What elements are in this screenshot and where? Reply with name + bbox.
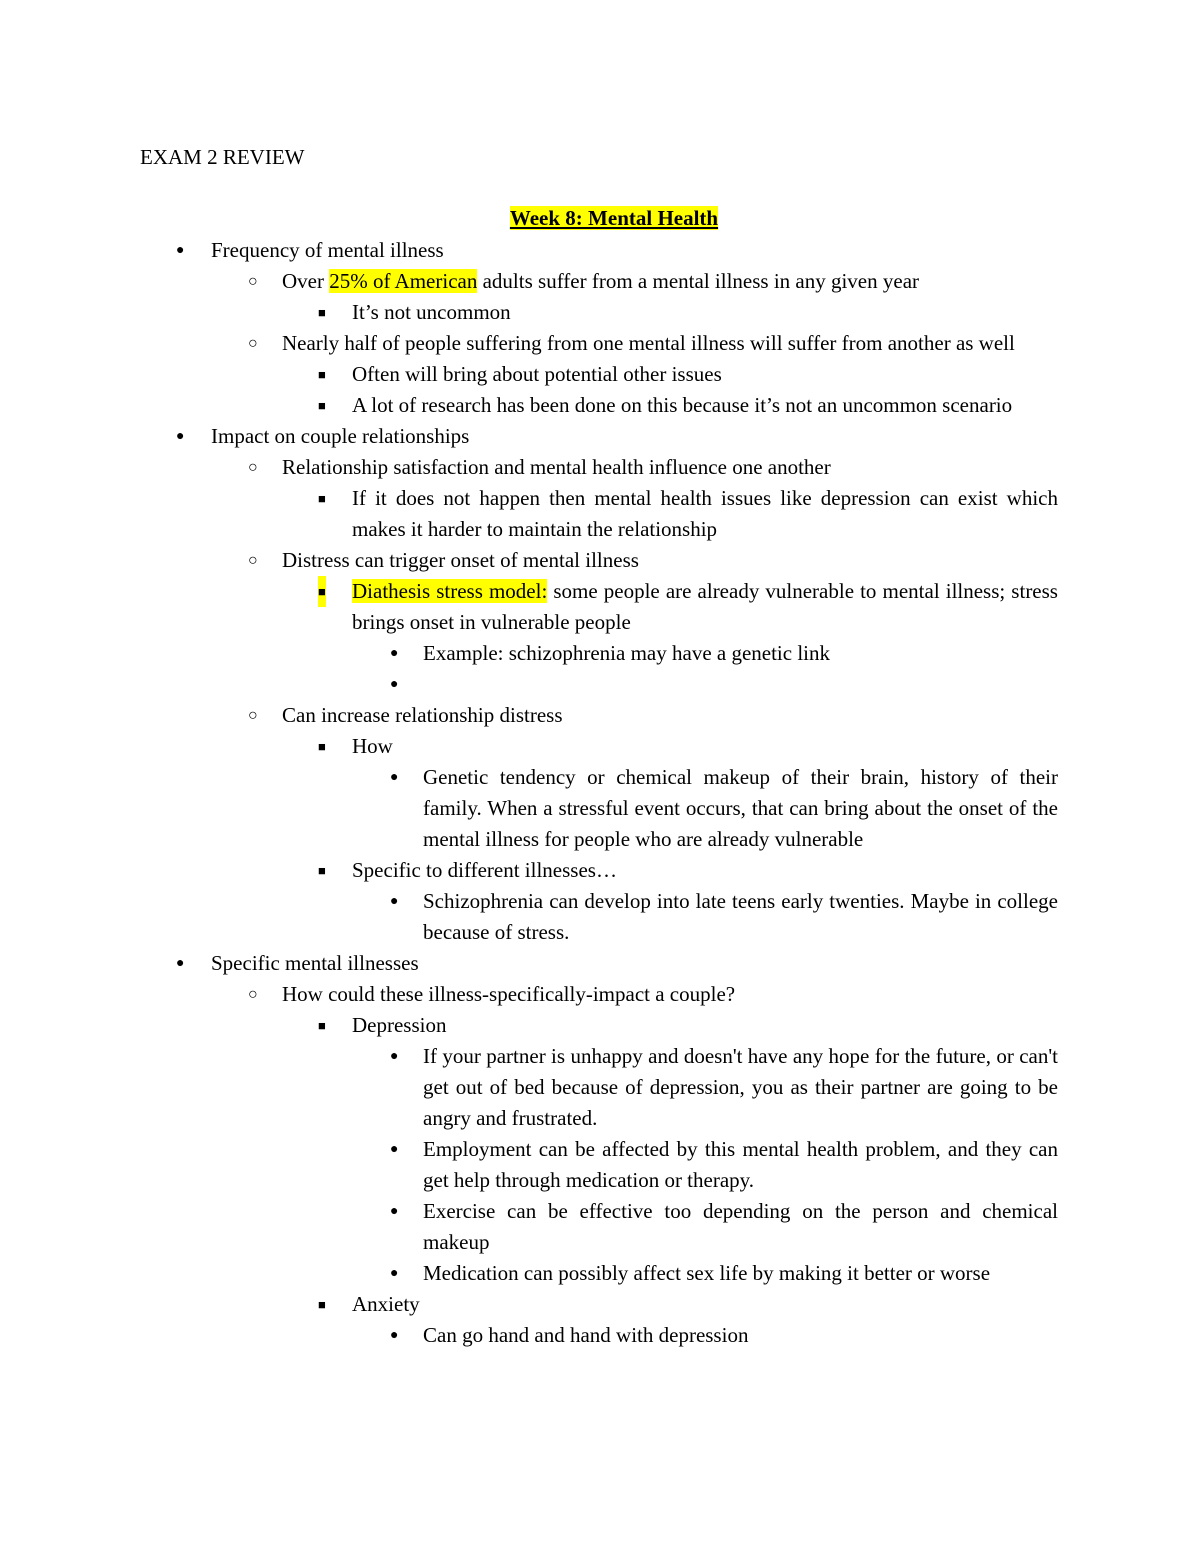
- outline-item-text: [282, 266, 1058, 297]
- outline-item-text: If it does not happen then mental health issues like depression can exist which makes it harder to maintain the relationship: [352, 486, 1058, 541]
- outline-item-text: Often will bring about potential other issues: [352, 362, 722, 386]
- bullet-icon: ●: [390, 1142, 399, 1157]
- outline-item-text: Genetic tendency or chemical makeup of their brain, history of their family. When a stressful event occurs, that can bring about the onset of the mental illness for people who are already vulnerable: [423, 765, 1058, 851]
- outline-item-text: Depression: [352, 1013, 447, 1037]
- outline-item-level-3: [0, 731, 1200, 762]
- outline-item-level-4: [0, 638, 1200, 669]
- outline-item-level-3: [0, 297, 1200, 328]
- outline-item-level-3: [0, 1010, 1200, 1041]
- outline-item-level-4: [0, 1196, 1200, 1258]
- outline-item-level-4: [0, 886, 1200, 948]
- bullet-icon: ○: [248, 707, 258, 724]
- outline-item-text: [423, 669, 1058, 700]
- outline-item-text: Employment can be affected by this mental health problem, and they can get help through medication or therapy.: [423, 1137, 1058, 1192]
- bullet-icon: ■: [318, 305, 326, 320]
- outline-item-text: How could these illness-specifically-impact a couple?: [282, 982, 736, 1006]
- outline-list: [0, 235, 1200, 1351]
- outline-item-text: [352, 576, 1058, 638]
- outline-item-text: Can go hand and hand with depression: [423, 1323, 749, 1347]
- outline-item-level-2: [0, 979, 1200, 1010]
- outline-item-level-2: [0, 700, 1200, 731]
- outline-item-text: A lot of research has been done on this because it’s not an uncommon scenario: [352, 393, 1013, 417]
- bullet-icon: ■: [318, 739, 326, 754]
- document-title: EXAM 2 REVIEW: [140, 145, 305, 169]
- bullet-icon: ■: [318, 1297, 326, 1312]
- outline-item-text: If your partner is unhappy and doesn't have any hope for the future, or can't get out of bed because of depression, you as their partner are going to be angry and frustrated.: [423, 1044, 1058, 1130]
- outline-item-text: Distress can trigger onset of mental illness: [282, 548, 639, 572]
- outline-item-level-3: [0, 1289, 1200, 1320]
- outline-item-level-1: [0, 948, 1200, 979]
- bullet-icon: ■: [318, 863, 326, 878]
- outline-item-text: Specific to different illnesses…: [352, 858, 617, 882]
- bullet-icon: ●: [176, 243, 185, 258]
- outline-item-text: Example: schizophrenia may have a genetic link: [423, 641, 831, 665]
- outline-item-level-3: [0, 855, 1200, 886]
- text-segment: Over: [282, 269, 330, 293]
- outline-item-level-2: [0, 545, 1200, 576]
- outline-item-level-3: [0, 390, 1200, 421]
- outline-item-level-1: [0, 235, 1200, 266]
- bullet-icon: ●: [390, 1328, 399, 1343]
- bullet-icon: ●: [390, 894, 399, 909]
- bullet-icon: ○: [248, 552, 258, 569]
- bullet-icon: ■: [318, 367, 326, 382]
- outline-item-level-2: [0, 266, 1200, 297]
- outline-item-level-3: [0, 576, 1200, 638]
- outline-item-level-3: [0, 483, 1200, 545]
- outline-item-text: Schizophrenia can develop into late teens early twenties. Maybe in college because of stress.: [423, 889, 1058, 944]
- outline-item-text: It’s not uncommon: [352, 300, 511, 324]
- outline-item-level-2: [0, 328, 1200, 359]
- outline-item-text: Frequency of mental illness: [211, 238, 444, 262]
- outline-item-text: Medication can possibly affect sex life by making it better or worse: [423, 1261, 991, 1285]
- bullet-icon: ○: [248, 986, 258, 1003]
- bullet-icon: ●: [390, 1204, 399, 1219]
- text-segment: some people are already vulnerable to mental illness; stress brings onset in vulnerable people: [352, 579, 1058, 634]
- outline-item-text: Nearly half of people suffering from one mental illness will suffer from another as well: [282, 331, 1015, 355]
- bullet-icon: ●: [390, 1049, 399, 1064]
- outline-item-text: Can increase relationship distress: [282, 703, 563, 727]
- bullet-icon: ●: [390, 1266, 399, 1281]
- highlighted-text: Diathesis stress model:: [352, 579, 548, 603]
- outline-item-level-4: [0, 1041, 1200, 1134]
- bullet-icon: ●: [390, 646, 399, 661]
- bullet-icon: ■: [318, 398, 326, 413]
- bullet-icon: ○: [248, 459, 258, 476]
- bullet-icon: ■: [318, 576, 326, 607]
- outline-item-text: Anxiety: [352, 1292, 420, 1316]
- week-heading: [0, 204, 1200, 232]
- bullet-icon: ■: [318, 1018, 326, 1033]
- bullet-icon: ●: [390, 677, 399, 692]
- bullet-icon: ●: [176, 429, 185, 444]
- outline-item-level-1: [0, 421, 1200, 452]
- week-heading-text: Week 8: Mental Health: [509, 206, 719, 230]
- outline-item-level-4: [0, 1320, 1200, 1351]
- highlighted-text: 25% of American: [329, 269, 478, 293]
- outline-item-level-4: [0, 1258, 1200, 1289]
- outline-item-text: Impact on couple relationships: [211, 424, 470, 448]
- outline-item-level-3: [0, 359, 1200, 390]
- outline-item-text: Specific mental illnesses: [211, 951, 419, 975]
- bullet-icon: ●: [390, 770, 399, 785]
- bullet-icon: ○: [248, 273, 258, 290]
- outline-item-text: Relationship satisfaction and mental health influence one another: [282, 455, 831, 479]
- text-segment: adults suffer from a mental illness in any given year: [477, 269, 920, 293]
- bullet-icon: ●: [176, 956, 185, 971]
- outline-item-level-4: [0, 1134, 1200, 1196]
- bullet-icon: ○: [248, 335, 258, 352]
- outline-item-text: Exercise can be effective too depending on the person and chemical makeup: [423, 1199, 1058, 1254]
- outline-item-text: How: [352, 734, 393, 758]
- outline-item-level-4: [0, 669, 1200, 700]
- outline-item-level-4: [0, 762, 1200, 855]
- bullet-icon: ■: [318, 491, 326, 506]
- outline-item-level-2: [0, 452, 1200, 483]
